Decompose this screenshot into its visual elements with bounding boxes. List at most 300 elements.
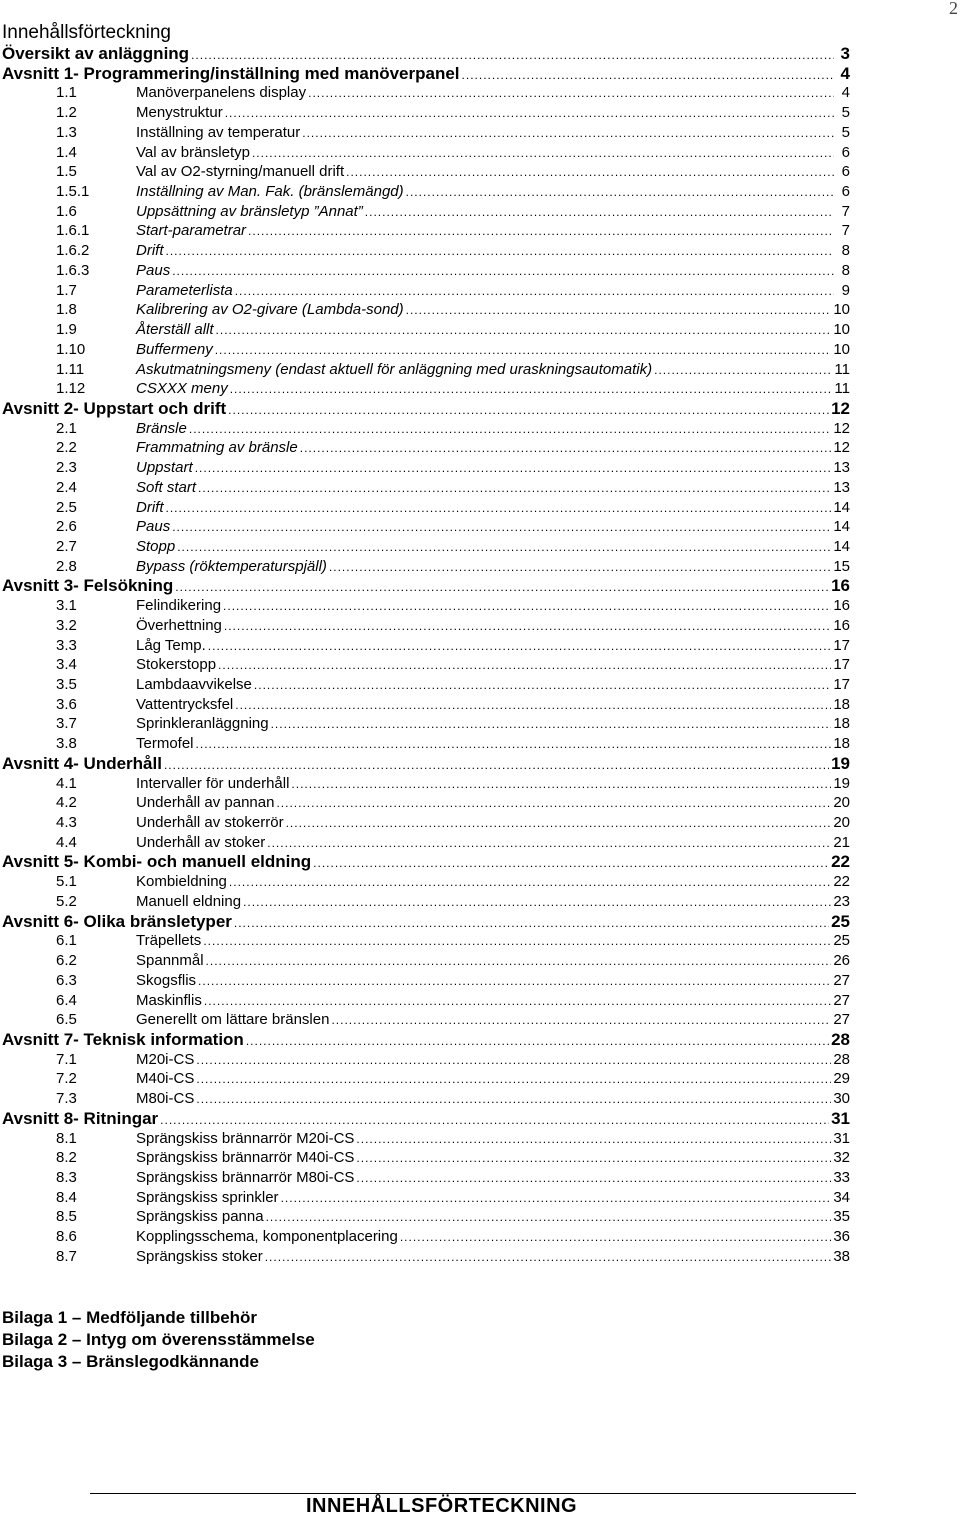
toc-entry-page: 20 <box>833 814 850 832</box>
toc-entry-page: 19 <box>831 753 850 773</box>
toc-entry-label: Maskinflis <box>136 991 202 1009</box>
toc-entry-label: Vattentrycksfel <box>136 695 234 713</box>
toc-entry-page: 12 <box>831 398 850 418</box>
toc-entry-number: 8.4 <box>56 1188 77 1206</box>
toc-entry-label: Underhåll av pannan <box>136 794 275 812</box>
toc-entry-label: Val av bränsletyp <box>136 143 250 161</box>
toc-dot-leader <box>356 1149 831 1169</box>
toc-entry-label: Sprängskiss brännarrör M40i-CS <box>136 1149 355 1167</box>
toc-section-entry[interactable] <box>0 399 850 419</box>
toc-entry-label: Skogsflis <box>136 971 197 989</box>
toc-entry-label: Drift <box>136 498 164 516</box>
toc-entry-number: 1.11 <box>56 360 85 378</box>
toc-subsection-entry[interactable] <box>0 517 850 537</box>
toc-entry-number: 4.2 <box>56 794 77 812</box>
toc-dot-leader <box>462 66 834 86</box>
toc-entry-page: 38 <box>833 1247 850 1265</box>
appendix-item: Bilaga 2 – Intyg om överensstämmelse <box>2 1330 315 1349</box>
toc-entry-label: Spannmål <box>136 952 204 970</box>
toc-dot-leader <box>313 854 829 874</box>
toc-entry-number: 4.3 <box>56 814 77 832</box>
toc-entry-number: 7.3 <box>56 1090 77 1108</box>
toc-entry-page: 22 <box>833 873 850 891</box>
toc-entry-number: 1.8 <box>56 301 77 319</box>
toc-section-entry[interactable] <box>0 912 850 932</box>
toc-dot-leader <box>215 341 832 361</box>
toc-subsection-entry[interactable] <box>0 616 850 636</box>
toc-subsection-entry[interactable] <box>0 123 850 143</box>
toc-dot-leader <box>196 1090 831 1110</box>
toc-entry-page: 11 <box>834 360 850 378</box>
toc-dot-leader <box>196 1051 831 1071</box>
toc-subsection-entry[interactable] <box>0 734 850 754</box>
toc-subsection-entry[interactable] <box>0 320 850 340</box>
toc-entry-number: 2.5 <box>56 498 77 516</box>
toc-dot-leader <box>166 499 832 519</box>
toc-entry-number: 1.6.3 <box>56 261 90 279</box>
toc-entry-label: Manöverpanelens display <box>136 84 307 102</box>
toc-section-entry[interactable] <box>0 1030 850 1050</box>
toc-entry-number: 1.5.1 <box>56 183 90 201</box>
toc-entry-number: 1.6.2 <box>56 242 90 260</box>
toc-entry-label: Bypass (röktemperaturspjäll) <box>136 557 327 575</box>
footer-divider <box>90 1493 856 1494</box>
toc-entry-page: 16 <box>833 597 850 615</box>
toc-subsection-entry[interactable] <box>0 419 850 439</box>
toc-entry-label: Avsnitt 2- Uppstart och drift <box>2 398 227 418</box>
toc-subsection-entry[interactable] <box>0 221 850 241</box>
toc-subsection-entry[interactable] <box>0 83 850 103</box>
toc-entry-page: 3 <box>840 44 850 63</box>
toc-entry-page: 4 <box>840 63 850 83</box>
toc-entry-label: Avsnitt 3- Felsökning <box>2 576 174 596</box>
toc-subsection-entry[interactable] <box>0 162 850 182</box>
toc-entry-page: 10 <box>833 321 850 339</box>
toc-subsection-entry[interactable] <box>0 872 850 892</box>
toc-dot-leader <box>252 144 834 164</box>
toc-entry-page: 14 <box>833 518 850 536</box>
toc-dot-leader <box>654 361 832 381</box>
toc-entry-page: 31 <box>833 1129 850 1147</box>
toc-subsection-entry[interactable] <box>0 458 850 478</box>
toc-dot-leader <box>235 282 834 302</box>
toc-entry-number: 6.5 <box>56 1011 77 1029</box>
toc-entry-label: Uppstart <box>136 459 193 477</box>
toc-dot-leader <box>225 104 834 124</box>
toc-entry-page: 4 <box>841 84 850 102</box>
toc-entry-page: 28 <box>831 1029 850 1049</box>
toc-entry-page: 18 <box>833 735 850 753</box>
toc-entry-label: Avsnitt 4- Underhåll <box>2 753 162 773</box>
toc-entry-label: Underhåll av stoker <box>136 833 266 851</box>
toc-subsection-entry[interactable] <box>0 596 850 616</box>
toc-entry-label: Kopplingsschema, komponentplacering <box>136 1228 398 1246</box>
toc-dot-leader <box>356 1169 831 1189</box>
toc-dot-leader <box>329 558 831 578</box>
appendix-item: Bilaga 3 – Bränslegodkännande <box>2 1352 259 1371</box>
toc-entry-page: 31 <box>831 1108 850 1128</box>
toc-entry-number: 8.3 <box>56 1168 77 1186</box>
toc-entry-page: 29 <box>833 1070 850 1088</box>
toc-entry-page: 35 <box>833 1208 850 1226</box>
toc-entry-label: Manuell eldning <box>136 892 242 910</box>
toc-entry-page: 28 <box>833 1050 850 1068</box>
toc-dot-leader <box>189 420 831 440</box>
toc-entry-number: 2.2 <box>56 439 77 457</box>
toc-entry-label: Underhåll av stokerrör <box>136 814 284 832</box>
toc-entry-label: Kalibrering av O2-givare (Lambda-sond) <box>136 301 404 319</box>
toc-entry-page: 26 <box>833 952 850 970</box>
appendix-item: Bilaga 1 – Medföljande tillbehör <box>2 1308 258 1327</box>
toc-entry-label: Drift <box>136 242 164 260</box>
toc-entry-label: Askutmatningsmeny (endast aktuell för anläggning med uraskningsautomatik) <box>136 360 653 378</box>
toc-subsection-entry[interactable] <box>0 103 850 123</box>
toc-subsection-entry[interactable] <box>0 931 850 951</box>
toc-subsection-entry[interactable] <box>0 1069 850 1089</box>
toc-entry-page: 9 <box>841 281 850 299</box>
toc-subsection-entry[interactable] <box>0 1129 850 1149</box>
toc-subsection-entry[interactable] <box>0 774 850 794</box>
toc-entry-page: 20 <box>833 794 850 812</box>
toc-entry-label: Inställning av Man. Fak. (bränslemängd) <box>136 183 404 201</box>
toc-entry-label: Menystruktur <box>136 104 223 122</box>
toc-dot-leader <box>208 637 832 657</box>
toc-subsection-entry[interactable] <box>0 360 850 380</box>
toc-entry-page: 18 <box>833 695 850 713</box>
toc-entry-number: 8.1 <box>56 1129 77 1147</box>
toc-entry-number: 6.3 <box>56 971 77 989</box>
toc-entry-number: 6.4 <box>56 991 77 1009</box>
toc-dot-leader <box>267 834 831 854</box>
toc-dot-leader <box>308 84 834 104</box>
toc-subsection-entry[interactable] <box>0 300 850 320</box>
toc-entry-page: 17 <box>833 636 850 654</box>
toc-entry-page: 23 <box>833 892 850 910</box>
toc-entry-number: 3.2 <box>56 616 77 634</box>
toc-subsection-entry[interactable] <box>0 892 850 912</box>
toc-subsection-entry[interactable] <box>0 636 850 656</box>
toc-subsection-entry[interactable] <box>0 182 850 202</box>
toc-dot-leader <box>198 972 831 992</box>
toc-entry-page: 13 <box>833 478 850 496</box>
toc-entry-number: 3.7 <box>56 715 77 733</box>
toc-entry-page: 27 <box>833 1011 850 1029</box>
toc-section-entry[interactable] <box>0 576 850 596</box>
toc-entry-page: 5 <box>841 104 850 122</box>
toc-entry-number: 1.6.1 <box>56 222 90 240</box>
toc-dot-leader <box>203 932 831 952</box>
toc-subsection-entry[interactable] <box>0 675 850 695</box>
toc-entry-page: 36 <box>833 1228 850 1246</box>
toc-entry-page: 15 <box>833 557 850 575</box>
toc-entry-label: Val av O2-styrning/manuell drift <box>136 163 345 181</box>
toc-subsection-entry[interactable] <box>0 1247 850 1267</box>
toc-entry-label: Paus <box>136 518 171 536</box>
toc-entry-number: 1.12 <box>56 380 86 398</box>
toc-entry-number: 1.7 <box>56 281 77 299</box>
toc-entry-number: 3.8 <box>56 735 77 753</box>
toc-dot-leader <box>175 578 829 598</box>
toc-entry-label: Intervaller för underhåll <box>136 774 290 792</box>
toc-entry-label: Sprinkleranläggning <box>136 715 269 733</box>
toc-entry-label: Avsnitt 6- Olika bränsletyper <box>2 911 232 931</box>
toc-entry-number: 1.5 <box>56 163 77 181</box>
footer-title: INNEHÅLLSFÖRTECKNING <box>306 1495 578 1517</box>
toc-dot-leader <box>235 696 831 716</box>
toc-entry-number: 5.1 <box>56 873 77 891</box>
toc-dot-leader <box>172 518 831 538</box>
toc-subsection-entry[interactable] <box>0 833 850 853</box>
toc-entry-label: Stokerstopp <box>136 656 217 674</box>
toc-subsection-entry[interactable] <box>0 498 850 518</box>
toc-entry-label: Träpellets <box>136 932 202 950</box>
toc-dot-leader <box>365 203 834 223</box>
toc-dot-leader <box>300 439 832 459</box>
toc-entry-number: 3.4 <box>56 656 77 674</box>
toc-entry-page: 6 <box>841 143 850 161</box>
toc-entry-page: 25 <box>833 932 850 950</box>
toc-entry-page: 12 <box>833 419 850 437</box>
toc-entry-label: Avsnitt 1- Programmering/inställning med manöverpanel <box>2 63 460 83</box>
toc-entry-page: 10 <box>833 301 850 319</box>
toc-section-entry[interactable] <box>0 64 850 84</box>
toc-entry-page: 16 <box>831 576 850 596</box>
toc-entry-label: Lambdaavvikelse <box>136 676 252 693</box>
toc-dot-leader <box>218 656 831 676</box>
toc-dot-leader <box>276 794 831 814</box>
toc-entry-page: 14 <box>833 498 850 516</box>
toc-subsection-entry[interactable] <box>0 478 850 498</box>
toc-entry-label: Översikt av anläggning <box>2 44 190 63</box>
toc-dot-leader <box>291 775 831 795</box>
toc-dot-leader <box>172 262 834 282</box>
toc-dot-leader <box>206 952 832 972</box>
toc-entry-label: Uppsättning av bränsletyp ”Annat” <box>136 202 363 220</box>
toc-entry-number: 4.1 <box>56 774 77 792</box>
toc-subsection-entry[interactable] <box>0 951 850 971</box>
page-number: 2 <box>949 0 958 18</box>
toc-entry-label: Avsnitt 8- Ritningar <box>2 1108 159 1128</box>
toc-entry-number: 1.4 <box>56 143 77 161</box>
toc-entry-page: 11 <box>834 380 850 398</box>
toc-dot-leader <box>254 676 831 696</box>
toc-subsection-entry[interactable] <box>0 813 850 833</box>
toc-entry-page: 13 <box>833 459 850 477</box>
toc-entry-label: Termofel <box>136 735 194 753</box>
toc-entry-page: 19 <box>833 774 850 792</box>
toc-entry-label: Stopp <box>136 537 176 555</box>
toc-entry-label: Paus <box>136 261 171 279</box>
toc-entry-number: 1.3 <box>56 123 77 141</box>
toc-subsection-entry[interactable] <box>0 438 850 458</box>
toc-entry-label: Låg Temp. <box>136 636 206 654</box>
toc-entry-number: 3.6 <box>56 695 77 713</box>
toc-entry-label: Avsnitt 5- Kombi- och manuell eldning <box>2 852 312 872</box>
toc-dot-leader <box>224 617 831 637</box>
toc-entry-number: 1.9 <box>56 321 77 339</box>
toc-section-entry[interactable] <box>0 754 850 774</box>
toc-entry-number: 2.8 <box>56 557 77 575</box>
toc-dot-leader <box>281 1189 832 1209</box>
toc-entry-number: 2.1 <box>56 419 77 437</box>
toc-entry-page: 25 <box>831 911 850 931</box>
toc-entry-page: 6 <box>841 183 850 201</box>
toc-entry-page: 17 <box>833 676 850 693</box>
toc-entry-label: Felindikering <box>136 597 222 615</box>
toc-entry-label: Bränsle <box>136 419 187 437</box>
toc-subsection-entry[interactable] <box>0 537 850 557</box>
toc-entry-page: 7 <box>841 222 850 240</box>
toc-entry-page: 8 <box>841 261 850 279</box>
toc-subsection-entry[interactable] <box>0 143 850 163</box>
page-title: Innehållsförteckning <box>2 22 171 43</box>
toc-entry-number: 2.4 <box>56 478 77 496</box>
toc-entry-number: 4.4 <box>56 833 77 851</box>
toc-entry-number: 6.1 <box>56 932 77 950</box>
toc-dot-leader <box>204 992 831 1012</box>
toc-entry-label: Frammatning av bränsle <box>136 439 298 457</box>
toc-dot-leader <box>198 479 831 499</box>
toc-entry-number: 1.6 <box>56 202 77 220</box>
toc-dot-leader <box>265 1248 832 1268</box>
toc-subsection-entry[interactable] <box>0 1010 850 1030</box>
toc-dot-leader <box>331 1011 831 1031</box>
toc-entry-label: Återställ allt <box>136 321 214 339</box>
toc-subsection-entry[interactable] <box>0 971 850 991</box>
toc-entry-page: 27 <box>833 971 850 989</box>
toc-entry-label: Sprängskiss sprinkler <box>136 1188 279 1206</box>
toc-entry-label: Överhettning <box>136 616 222 634</box>
toc-dot-leader <box>166 242 835 262</box>
toc-section-entry[interactable] <box>0 1109 850 1129</box>
toc-subsection-entry[interactable] <box>0 1148 850 1168</box>
toc-entry-page: 16 <box>833 616 850 634</box>
toc-entry-number: 1.1 <box>56 84 77 102</box>
toc-entry-number: 8.2 <box>56 1149 77 1167</box>
toc-entry-page: 32 <box>833 1149 850 1167</box>
toc-subsection-entry[interactable] <box>0 340 850 360</box>
toc-subsection-entry[interactable] <box>0 793 850 813</box>
toc-dot-leader <box>243 893 831 913</box>
toc-entry-page: 30 <box>833 1090 850 1108</box>
toc-dot-leader <box>229 873 831 893</box>
toc-subsection-entry[interactable] <box>0 379 850 399</box>
toc-subsection-entry[interactable] <box>0 1188 850 1208</box>
toc-entry-number: 8.5 <box>56 1208 77 1226</box>
toc-dot-leader <box>177 538 831 558</box>
toc-entry-label: Sprängskiss brännarrör M80i-CS <box>136 1168 355 1186</box>
toc-entry-number: 3.5 <box>56 676 77 693</box>
toc-subsection-entry[interactable] <box>0 261 850 281</box>
appendix-list <box>2 1307 315 1373</box>
toc-dot-leader <box>406 183 834 203</box>
toc-dot-leader <box>196 735 832 755</box>
toc-subsection-entry[interactable] <box>0 655 850 675</box>
toc-dot-leader <box>246 1032 829 1052</box>
toc-entry-label: M80i-CS <box>136 1090 195 1108</box>
toc-dot-leader <box>286 814 832 834</box>
toc-entry-page: 21 <box>833 833 850 851</box>
toc-entry-label: Inställning av temperatur <box>136 123 301 141</box>
toc-entry-label: CSXXX meny <box>136 380 228 398</box>
toc-entry-label: Parameterlista <box>136 281 233 299</box>
toc-entry-number: 6.2 <box>56 952 77 970</box>
toc-dot-leader <box>346 163 834 183</box>
toc-entry-label: Soft start <box>136 478 197 496</box>
toc-dot-leader <box>271 715 832 735</box>
toc-subsection-entry[interactable] <box>0 1089 850 1109</box>
toc-entry-number: 5.2 <box>56 892 77 910</box>
toc-section-entry[interactable] <box>0 852 850 872</box>
toc-subsection-entry[interactable] <box>0 202 850 222</box>
toc-entry-number: 7.2 <box>56 1070 77 1088</box>
toc-section-entry[interactable] <box>0 44 850 64</box>
toc-subsection-entry[interactable] <box>0 557 850 577</box>
toc-entry-page: 34 <box>833 1188 850 1206</box>
toc-entry-page: 27 <box>833 991 850 1009</box>
toc-entry-label: Start-parametrar <box>136 222 247 240</box>
toc-subsection-entry[interactable] <box>0 1168 850 1188</box>
toc-entry-number: 2.6 <box>56 518 77 536</box>
toc-subsection-entry[interactable] <box>0 714 850 734</box>
toc-dot-leader <box>400 1228 831 1248</box>
toc-entry-number: 2.7 <box>56 537 77 555</box>
toc-entry-label: Avsnitt 7- Teknisk information <box>2 1029 244 1049</box>
toc-dot-leader <box>228 401 829 421</box>
toc-entry-label: Sprängskiss stoker <box>136 1247 263 1265</box>
toc-dot-leader <box>248 222 834 242</box>
toc-subsection-entry[interactable] <box>0 1207 850 1227</box>
toc-entry-page: 22 <box>831 852 850 872</box>
toc-entry-label: Buffermeny <box>136 340 213 358</box>
toc-subsection-entry[interactable] <box>0 1050 850 1070</box>
toc-entry-number: 3.1 <box>56 597 77 615</box>
toc-dot-leader <box>196 1070 831 1090</box>
toc-subsection-entry[interactable] <box>0 281 850 301</box>
toc-entry-number: 3.3 <box>56 636 77 654</box>
toc-entry-page: 7 <box>841 202 850 220</box>
toc-entry-page: 33 <box>833 1168 850 1186</box>
toc-entry-number: 8.6 <box>56 1228 77 1246</box>
toc-entry-number: 7.1 <box>56 1050 77 1068</box>
toc-entry-number: 1.10 <box>56 340 86 358</box>
toc-entry-label: Sprängskiss panna <box>136 1208 264 1226</box>
toc-subsection-entry[interactable] <box>0 695 850 715</box>
toc-subsection-entry[interactable] <box>0 241 850 261</box>
toc-entry-page: 18 <box>833 715 850 733</box>
toc-entry-page: 5 <box>841 123 850 141</box>
toc-entry-number: 2.3 <box>56 459 77 477</box>
toc-dot-leader <box>230 380 833 400</box>
toc-dot-leader <box>216 321 832 341</box>
toc-entry-label: Sprängskiss brännarrör M20i-CS <box>136 1129 355 1147</box>
toc-entry-page: 10 <box>833 340 850 358</box>
toc-entry-page: 14 <box>833 537 850 555</box>
toc-subsection-entry[interactable] <box>0 1227 850 1247</box>
toc-dot-leader <box>223 597 831 617</box>
toc-subsection-entry[interactable] <box>0 991 850 1011</box>
toc-entry-page: 6 <box>841 163 850 181</box>
toc-dot-leader <box>195 459 832 479</box>
toc-dot-leader <box>356 1130 831 1150</box>
toc-entry-label: M40i-CS <box>136 1070 195 1088</box>
toc-dot-leader <box>266 1208 832 1228</box>
toc-entry-label: Kombieldning <box>136 873 227 891</box>
table-of-contents <box>0 44 850 1267</box>
toc-entry-page: 8 <box>841 242 850 260</box>
toc-entry-number: 8.7 <box>56 1247 77 1265</box>
toc-dot-leader <box>234 914 829 934</box>
